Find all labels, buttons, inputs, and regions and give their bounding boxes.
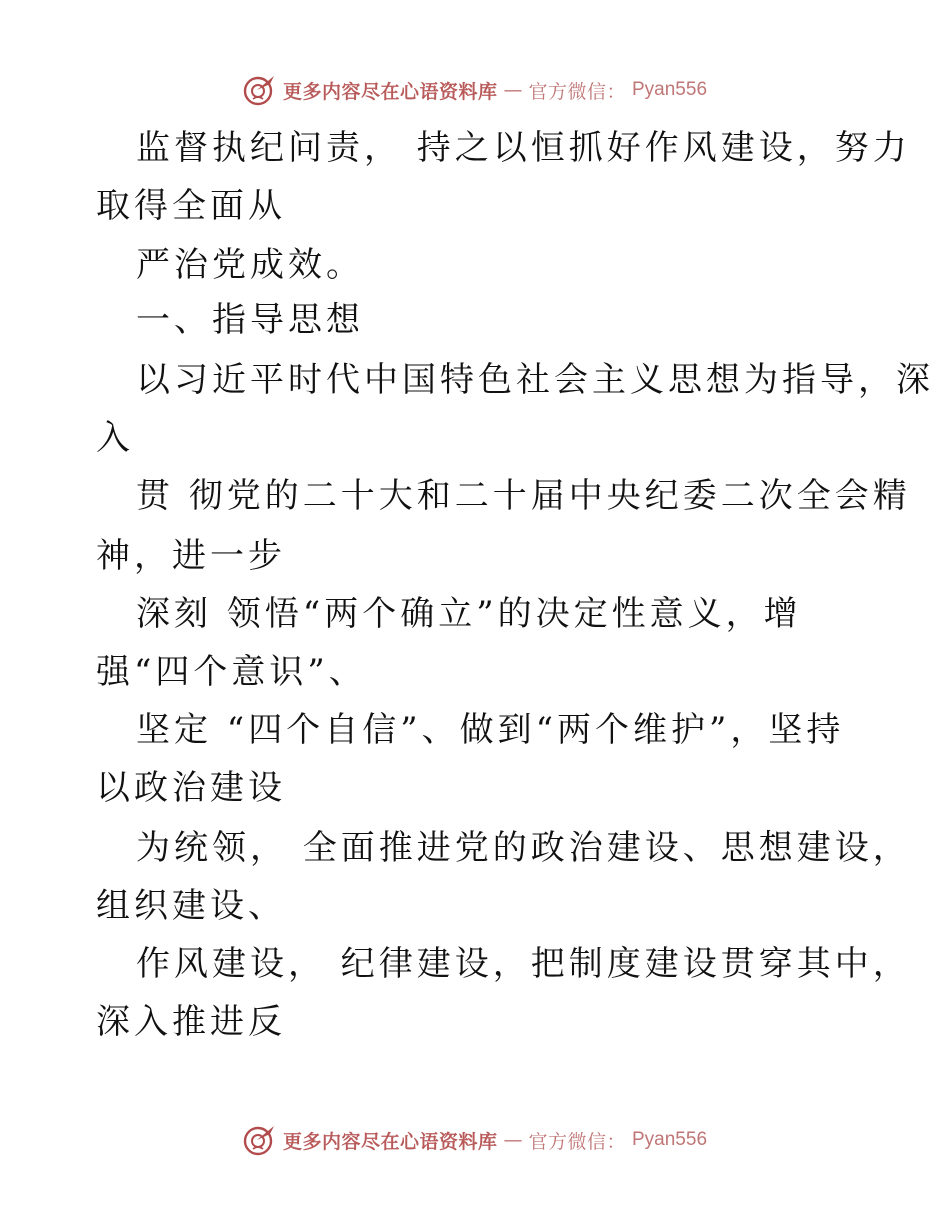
text-line: 取得全面从 [96, 186, 286, 226]
text-line: 神，进一步 [96, 536, 286, 576]
watermark-separator: — [503, 1129, 523, 1151]
text-line: 强“四个意识”、 [96, 652, 367, 692]
watermark-separator: — [503, 79, 523, 101]
header-watermark [0, 70, 950, 110]
section-heading: 一、指导思想 [136, 300, 364, 340]
watermark-text: 更多内容尽在心语资料库 [282, 80, 498, 103]
text-line: 以政治建设 [96, 768, 286, 808]
watermark-text: 更多内容尽在心语资料库 [282, 1130, 498, 1153]
text-line: 组织建设、 [96, 886, 286, 926]
text-line: 严治党成效。 [136, 245, 364, 285]
watermark-wechat-id: Pyan556 [632, 79, 708, 100]
watermark-contact-label: 官方微信： [528, 80, 626, 103]
footer-watermark [0, 1120, 950, 1160]
watermark-row [243, 73, 707, 107]
watermark-row [243, 1123, 707, 1157]
library-logo-icon [243, 73, 277, 107]
watermark-contact-label: 官方微信： [528, 1130, 626, 1153]
text-line: 作风建设， 纪律建设，把制度建设贯穿其中， [136, 944, 911, 984]
text-line: 贯 彻党的二十大和二十届中央纪委二次全会精 [136, 476, 911, 516]
watermark-wechat-id: Pyan556 [632, 1129, 708, 1150]
text-line: 坚定 “四个自信”、做到“两个维护”，坚持 [136, 710, 845, 750]
library-logo-icon [243, 1123, 277, 1157]
text-line: 深入推进反 [96, 1002, 286, 1042]
text-line: 为统领， 全面推进党的政治建设、思想建设， [136, 828, 911, 868]
text-line: 入 [96, 418, 134, 458]
text-line: 深刻 领悟“两个确立”的决定性意义，增 [136, 594, 802, 634]
text-line: 监督执纪问责， 持之以恒抓好作风建设，努力 [136, 128, 911, 168]
text-line: 以习近平时代中国特色社会主义思想为指导，深 [136, 360, 934, 400]
